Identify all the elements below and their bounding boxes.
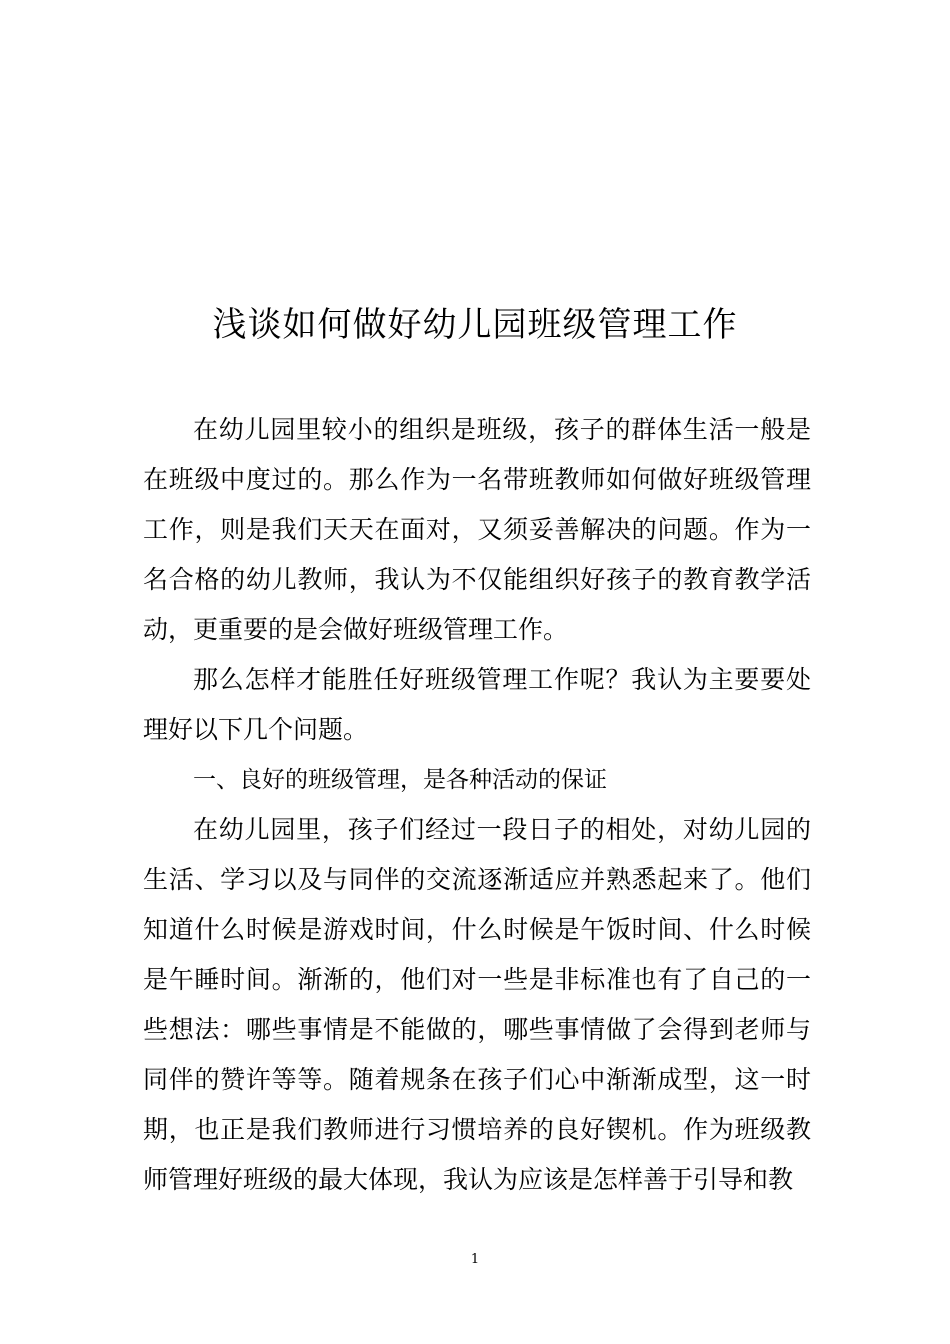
paragraph-intro: 在幼儿园里较小的组织是班级，孩子的群体生活一般是在班级中度过的。那么作为一名带班教师如何做好班级管理工作，则是我们天天在面对，又须妥善解决的问题。作为一名合格的幼儿教师，我认为不仅能组织好孩子的教育教学活动，更重要的是会做好班级管理工作。 bbox=[143, 415, 811, 644]
document-body bbox=[143, 405, 811, 1205]
paragraph-section-one: 在幼儿园里，孩子们经过一段日子的相处，对幼儿园的生活、学习以及与同伴的交流逐渐适应并熟悉起来了。他们知道什么时候是游戏时间，什么时候是午饭时间、什么时候是午睡时间。渐渐的，他们对一些是非标准也有了自己的一些想法：哪些事情是不能做的，哪些事情做了会得到老师与同伴的赞许等等。随着规条在孩子们心中渐渐成型，这一时期，也正是我们教师进行习惯培养的良好锲机。作为班级教师管理好班级的最大体现，我认为应该是怎样善于引导和教 bbox=[143, 815, 811, 1194]
page-number: 1 bbox=[470, 1252, 480, 1267]
paragraph-question: 那么怎样才能胜任好班级管理工作呢？我认为主要要处理好以下几个问题。 bbox=[143, 665, 811, 744]
section-heading: 一、良好的班级管理，是各种活动的保证 bbox=[193, 767, 607, 793]
document-title: 浅谈如何做好幼儿园班级管理工作 bbox=[212, 305, 738, 345]
